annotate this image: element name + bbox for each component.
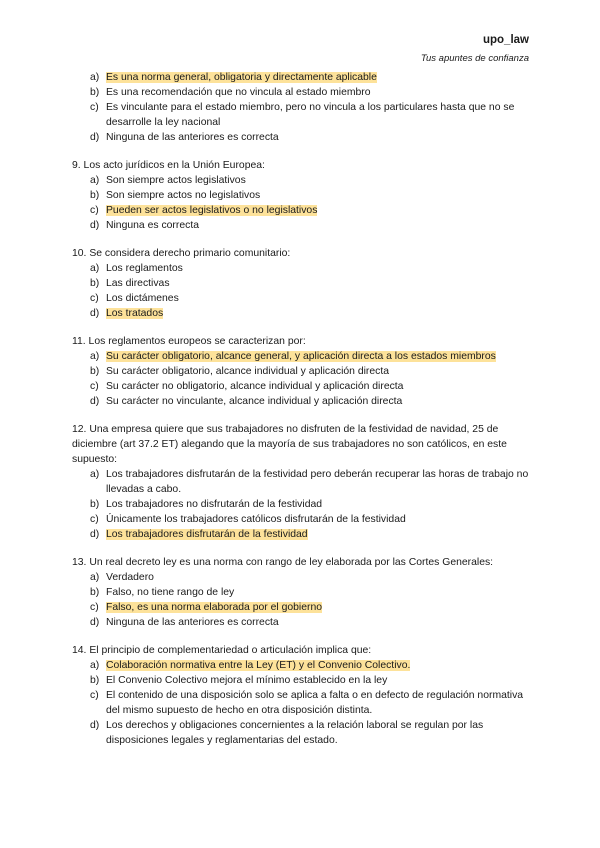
option-letter: d) <box>90 617 100 628</box>
question-11 <box>72 334 532 409</box>
question-text: 10. Se considera derecho primario comunitario: <box>72 248 291 259</box>
answer-option <box>72 85 532 100</box>
option-letter: d) <box>90 132 100 143</box>
question-10 <box>72 246 532 321</box>
option-text: El Convenio Colectivo mejora el mínimo establecido en la ley <box>106 675 388 686</box>
option-letter: a) <box>90 351 100 362</box>
answer-option <box>72 364 532 379</box>
option-letter: a) <box>90 572 100 583</box>
option-text: Los trabajadores no disfrutarán de la festividad <box>106 499 323 510</box>
option-text: Ninguna de las anteriores es correcta <box>106 132 279 143</box>
option-text: Únicamente los trabajadores católicos disfrutarán de la festividad <box>106 514 406 525</box>
answer-option <box>72 718 532 748</box>
option-letter: d) <box>90 308 100 319</box>
question-continued <box>72 70 532 145</box>
answer-option <box>72 70 532 85</box>
option-text <box>106 658 532 673</box>
option-letter: b) <box>90 675 100 686</box>
option-letter: c) <box>90 514 99 525</box>
answer-option <box>72 527 532 542</box>
option-text <box>106 203 532 218</box>
answer-option <box>72 218 532 233</box>
answer-option <box>72 585 532 600</box>
question-14 <box>72 643 532 748</box>
answer-option <box>72 349 532 364</box>
option-letter: a) <box>90 72 100 83</box>
option-letter: a) <box>90 263 100 274</box>
option-letter: c) <box>90 102 99 113</box>
question-list <box>72 70 532 761</box>
brand-name: upo_law <box>482 34 529 46</box>
answer-option <box>72 497 532 512</box>
answer-option <box>72 512 532 527</box>
page-header <box>421 33 529 65</box>
option-letter: c) <box>90 690 99 701</box>
question-9 <box>72 158 532 233</box>
option-letter: c) <box>90 293 99 304</box>
option-text: Son siempre actos no legislativos <box>106 190 261 201</box>
option-text: Son siempre actos legislativos <box>106 175 246 186</box>
answer-option <box>72 658 532 673</box>
answer-option <box>72 291 532 306</box>
option-letter: c) <box>90 381 99 392</box>
option-text: Su carácter obligatorio, alcance individual y aplicación directa <box>106 366 390 377</box>
answer-option <box>72 203 532 218</box>
answer-option <box>72 688 532 718</box>
question-12 <box>72 422 532 542</box>
answer-option <box>72 467 532 497</box>
option-text <box>106 306 532 321</box>
question-13 <box>72 555 532 630</box>
option-letter: b) <box>90 366 100 377</box>
option-text: Los trabajadores disfrutarán de la festividad pero deberán recuperar las horas de trabajo no llevadas a cabo. <box>106 469 529 495</box>
answer-option <box>72 173 532 188</box>
question-text: 14. El principio de complementariedad o articulación implica que: <box>72 645 372 656</box>
question-text: 13. Un real decreto ley es una norma con rango de ley elaborada por las Cortes Generales: <box>72 557 494 568</box>
option-letter: a) <box>90 175 100 186</box>
brand-tagline: Tus apuntes de confianza <box>420 53 529 64</box>
answer-option <box>72 600 532 615</box>
option-text: Es una recomendación que no vincula al estado miembro <box>106 87 371 98</box>
option-text <box>106 600 532 615</box>
option-letter: c) <box>90 602 99 613</box>
option-text: Los derechos y obligaciones concernientes a la relación laboral se regulan por las disposiciones legales y reglamentarias del estado. <box>106 720 484 746</box>
option-text: Su carácter no vinculante, alcance individual y aplicación directa <box>106 396 403 407</box>
highlighted-answer: Colaboración normativa entre la Ley (ET) y el Convenio Colectivo. <box>106 660 411 671</box>
option-letter: a) <box>90 469 100 480</box>
highlighted-answer: Su carácter obligatorio, alcance general, y aplicación directa a los estados miembros <box>106 351 496 362</box>
option-text: Falso, no tiene rango de ley <box>106 587 235 598</box>
option-text <box>106 349 532 364</box>
highlighted-answer: Pueden ser actos legislativos o no legislativos <box>106 205 318 216</box>
option-text: Los dictámenes <box>106 293 179 304</box>
highlighted-answer: Es una norma general, obligatoria y directamente aplicable <box>106 72 377 83</box>
option-letter: d) <box>90 529 100 540</box>
option-letter: d) <box>90 720 100 731</box>
question-text: 12. Una empresa quiere que sus trabajadores no disfruten de la festividad de navidad, 25 de diciembre (art 37.2 ET) alegando que la mayoría de sus trabajadores no son católicos, en este supuesto: <box>72 424 507 465</box>
answer-option <box>72 673 532 688</box>
option-text: Es vinculante para el estado miembro, pero no vincula a los particulares hasta que no se desarrolle la ley nacional <box>106 102 515 128</box>
answer-option <box>72 394 532 409</box>
option-text <box>106 527 532 542</box>
answer-option <box>72 306 532 321</box>
highlighted-answer: Los tratados <box>106 308 164 319</box>
question-text: 9. Los acto jurídicos en la Unión Europea: <box>72 160 265 171</box>
option-text <box>106 70 532 85</box>
answer-option <box>72 130 532 145</box>
option-letter: c) <box>90 205 99 216</box>
option-text: Las directivas <box>106 278 170 289</box>
question-text: 11. Los reglamentos europeos se caracterizan por: <box>72 336 306 347</box>
option-letter: b) <box>90 190 100 201</box>
answer-option <box>72 615 532 630</box>
option-letter: b) <box>90 499 100 510</box>
answer-option <box>72 261 532 276</box>
option-text: Los reglamentos <box>106 263 183 274</box>
option-text: El contenido de una disposición solo se aplica a falta o en defecto de regulación normativa del mismo supuesto de hecho en otra disposición distinta. <box>106 690 524 716</box>
highlighted-answer: Los trabajadores disfrutarán de la festividad <box>106 529 308 540</box>
answer-option <box>72 379 532 394</box>
answer-option <box>72 570 532 585</box>
option-letter: d) <box>90 220 100 231</box>
option-text: Su carácter no obligatorio, alcance individual y aplicación directa <box>106 381 404 392</box>
option-text: Ninguna de las anteriores es correcta <box>106 617 279 628</box>
answer-option <box>72 188 532 203</box>
option-letter: b) <box>90 278 100 289</box>
answer-option <box>72 100 532 130</box>
option-letter: b) <box>90 587 100 598</box>
option-text: Ninguna es correcta <box>106 220 199 231</box>
option-letter: a) <box>90 660 100 671</box>
highlighted-answer: Falso, es una norma elaborada por el gobierno <box>106 602 323 613</box>
answer-option <box>72 276 532 291</box>
option-letter: d) <box>90 396 100 407</box>
option-letter: b) <box>90 87 100 98</box>
option-text: Verdadero <box>106 572 154 583</box>
